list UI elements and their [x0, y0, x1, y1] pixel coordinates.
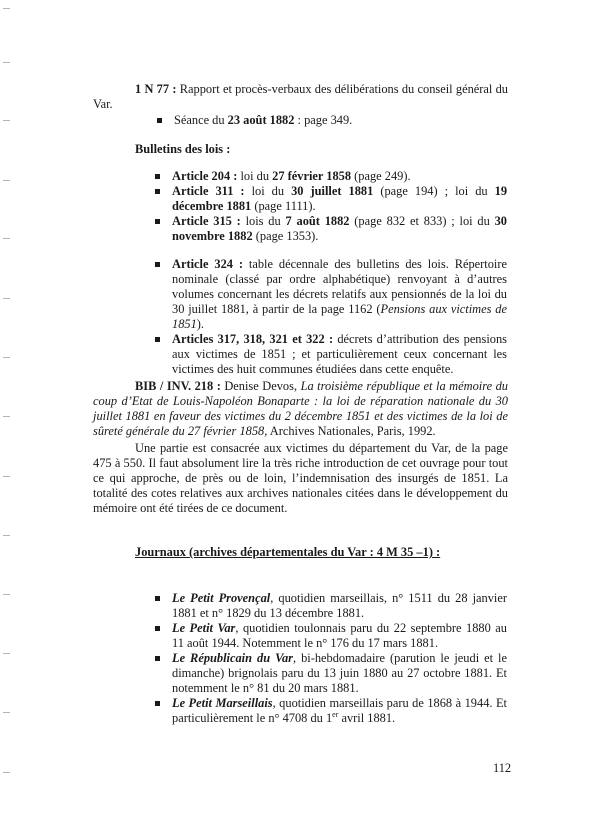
page-number: 112 [493, 761, 512, 775]
list-item: Article 315 : lois du 7 août 1882 (page 832 et 833) ; loi du 30 novembre 1882 (page 1353). [155, 214, 507, 244]
scan-mark [3, 535, 10, 536]
bib-description: Une partie est consacrée aux victimes du département du Var, de la page 475 à 550. Il faut absolument lire la très riche introduction de cet ouvrage pour tout ce qui approche, de près ou de loin, l’indemnisation des insurgés de 1851. La totalité des cotes relatives aux archives nationales citées dans le développement du mémoire ont été tirées de ce document. [93, 441, 508, 515]
scan-mark [3, 8, 10, 9]
bib-title: La troisième république et la mémoire du coup d’Etat de Louis-Napoléon Bonaparte : la loi de réparation nationale du 30 juillet 1881 en faveur des victimes du 2 décembre 1851 et des victimes de la loi de sûreté générale du 27 février 1858 [93, 379, 508, 438]
scan-mark [3, 238, 10, 239]
scan-mark [3, 120, 10, 121]
scan-mark [3, 476, 10, 477]
scan-mark [3, 298, 10, 299]
bulletins-heading: Bulletins des lois : [135, 142, 231, 156]
list-item: Séance du 23 août 1882 : page 349. [157, 113, 507, 128]
n77-text: Rapport et procès-verbaux des délibérations du conseil général du Var. [93, 82, 508, 111]
scan-mark [3, 62, 10, 63]
list-item: Article 324 : table décennale des bulletins des lois. Répertoire nominale (classé par ordre alphabétique) renvoyant à d’autres volumes concernant les décrets relatifs aux pensionnés de la loi du 30 juillet 1881, à partir de la page 1162 (Pensions aux victimes de 1851). [155, 257, 507, 332]
scan-mark [3, 772, 10, 773]
scan-mark [3, 653, 10, 654]
list-item: Le Républicain du Var, bi-hebdomadaire (parution le jeudi et le dimanche) brignolais paru du 13 juin 1880 au 27 octobre 1881. Et notemment le n° 81 du 20 mars 1881. [155, 651, 507, 696]
scan-mark [3, 594, 10, 595]
list-item: Le Petit Var, quotidien toulonnais paru du 22 septembre 1880 au 11 août 1944. Notemment le n° 176 du 17 mars 1881. [155, 621, 507, 651]
list-item: Article 311 : loi du 30 juillet 1881 (page 194) ; loi du 19 décembre 1881 (page 1111). [155, 184, 507, 214]
list-item: Articles 317, 318, 321 et 322 : décrets d’attribution des pensions aux victimes de 1851 ; et particulièrement ceux concernant les victimes des huit communes étudiées dans cette enquête. [155, 332, 507, 377]
bulletins-list-2 [155, 257, 507, 377]
list-item: Le Petit Marseillais, quotidien marseillais paru de 1868 à 1944. Et particulièrement le n° 4708 du 1er avril 1881. [155, 696, 507, 726]
n77-paragraph [93, 82, 508, 112]
scan-mark [3, 180, 10, 181]
scan-mark [3, 357, 10, 358]
n77-list [157, 113, 507, 128]
n77-ref: 1 N 77 : [135, 82, 177, 96]
scan-mark [3, 712, 10, 713]
list-item: Le Petit Provençal, quotidien marseillais, n° 1511 du 28 janvier 1881 et n° 1829 du 13 décembre 1881. [155, 591, 507, 621]
journaux-heading: Journaux (archives départementales du Var : 4 M 35 –1) : [135, 545, 441, 559]
bib-ref: BIB / INV. 218 : [135, 379, 221, 393]
journaux-list [155, 591, 507, 726]
list-item: Article 204 : loi du 27 février 1858 (page 249). [155, 169, 507, 184]
bib-paragraph: BIB / INV. 218 : Denise Devos, La troisième république et la mémoire du coup d’Etat de Louis-Napoléon Bonaparte : la loi de réparation nationale du 30 juillet 1881 en faveur des victimes du 2 décembre 1851 et des victimes de la loi de sûreté générale du 27 février 1858, Archives Nationales, Paris, 1992. [93, 379, 508, 438]
bulletins-list [155, 169, 507, 244]
scan-mark [3, 416, 10, 417]
